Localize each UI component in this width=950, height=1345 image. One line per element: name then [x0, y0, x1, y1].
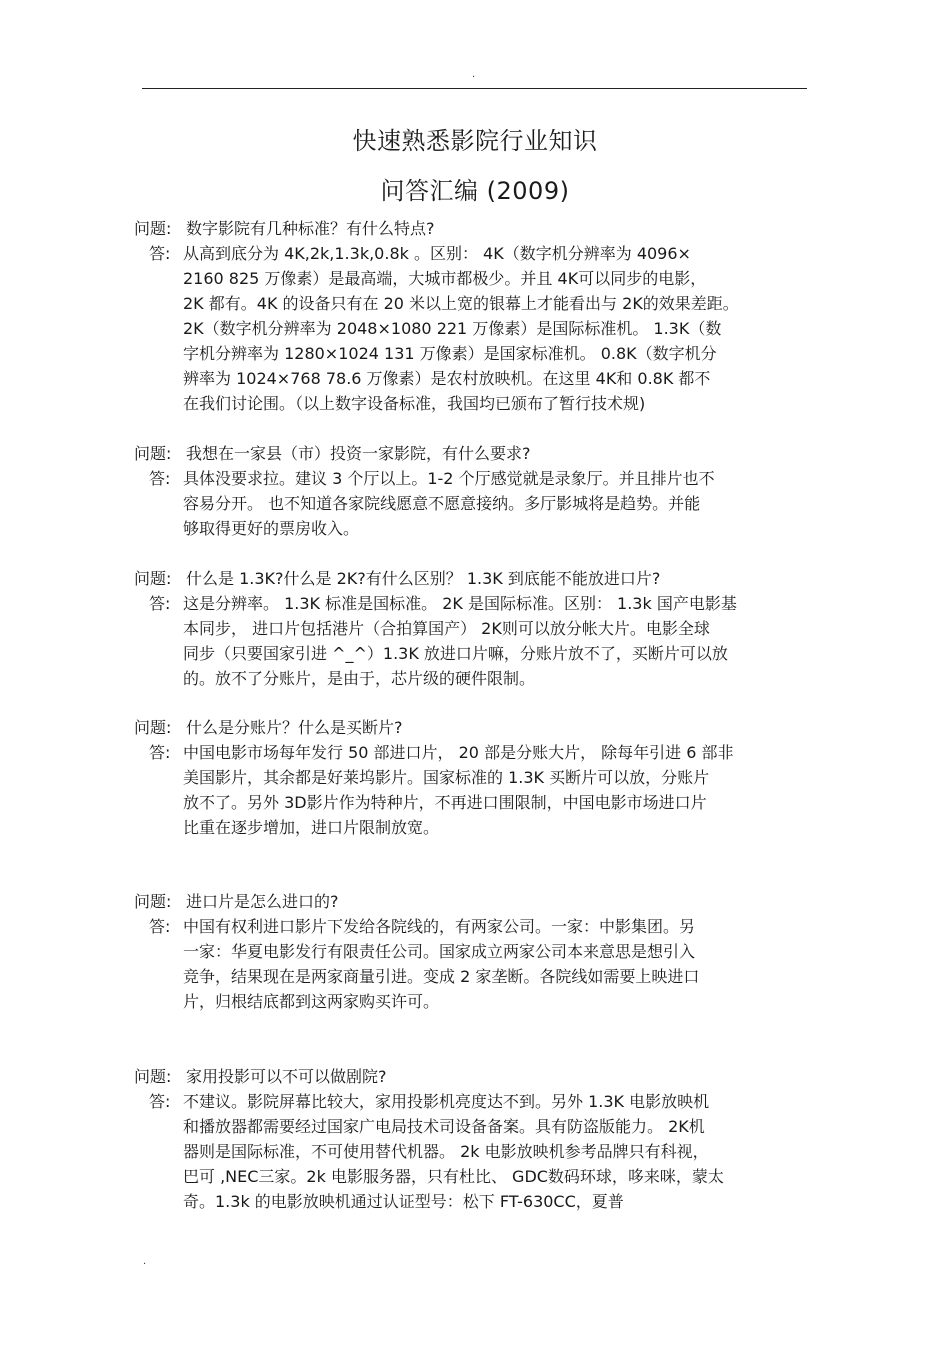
answer-line: 在我们讨论围。（以上数字设备标准，我国均已颁布了暂行技术规) [183, 394, 646, 413]
question-row [0, 715, 950, 740]
question-label: 问题: [134, 444, 172, 463]
question-label: 问题: [134, 892, 172, 911]
answer-label: 答: [149, 594, 171, 613]
question-row [0, 566, 950, 591]
question-text: 家用投影可以不可以做剧院? [186, 1067, 387, 1086]
answer-text [183, 591, 803, 691]
qa-block-import [0, 889, 950, 1011]
answer-line: 容易分开。 也不知道各家院线愿意不愿意接纳。多厅影城将是趋势。并能 [183, 494, 701, 513]
question-text: 什么是 1.3K?什么是 2K?有什么区别？ 1.3K 到底能不能放进口片? [186, 569, 661, 588]
answer-label: 答: [149, 917, 171, 936]
question-label: 问题: [134, 219, 172, 238]
answer-line: 从高到底分为 4K,2k,1.3k,0.8k 。区别： 4K（数字机分辨率为 4096× [183, 244, 691, 263]
answer-line: 竞争，结果现在是两家商量引进。变成 2 家垄断。各院线如需要上映进口 [183, 967, 700, 986]
document-title: 快速熟悉影院行业知识 [352, 127, 598, 155]
question-label: 问题: [134, 718, 172, 737]
answer-line: 巴可 ,NEC三家。2k 电影服务器，只有杜比、 GDC数码环球，哆来咪，蒙太 [183, 1167, 724, 1186]
answer-label: 答: [149, 743, 171, 762]
answer-line: 这是分辨率。 1.3K 标准是国标准。 2K 是国际标准。区别： 1.3k 国产电影基 [183, 594, 737, 613]
answer-line: 片，归根结底都到这两家购买许可。 [183, 992, 440, 1011]
question-text: 数字影院有几种标准？有什么特点? [186, 219, 435, 238]
question-text: 我想在一家县（市）投资一家影院，有什么要求? [186, 444, 531, 463]
question-row [0, 441, 950, 466]
header-dot: . [472, 69, 476, 80]
question-text: 什么是分账片？什么是买断片? [186, 718, 403, 737]
answer-line: 器则是国际标准，不可使用替代机器。 2k 电影放映机参考品牌只有科视， [183, 1142, 709, 1161]
answer-label: 答: [149, 244, 171, 263]
footer-dot: . [143, 1256, 147, 1267]
answer-line: 2K（数字机分辨率为 2048×1080 221 万像素）是国际标准机。 1.3K（数 [183, 319, 722, 338]
answer-text [183, 740, 803, 840]
qa-block-home-projector [0, 1064, 950, 1211]
answer-line: 具体没要求拉。建议 3 个厅以上。1-2 个厅感觉就是录象厅。并且排片也不 [183, 469, 715, 488]
header-rule [142, 88, 807, 89]
answer-line: 的。放不了分账片，是由于，芯片级的硬件限制。 [183, 669, 536, 688]
question-row [0, 889, 950, 914]
qa-block-standards [0, 216, 950, 413]
question-text: 进口片是怎么进口的? [186, 892, 339, 911]
answer-line: 同步（只要国家引进 ^_^）1.3K 放进口片嘛，分账片放不了，买断片可以放 [183, 644, 728, 663]
answer-line: 本同步， 进口片包括港片（合拍算国产） 2K则可以放分帐大片。电影全球 [183, 619, 710, 638]
answer-text [183, 241, 803, 416]
qa-block-resolution [0, 566, 950, 688]
answer-line: 够取得更好的票房收入。 [183, 519, 360, 538]
answer-text [183, 1089, 803, 1214]
answer-label: 答: [149, 469, 171, 488]
qa-block-county-cinema [0, 441, 950, 538]
answer-line: 辨率为 1024×768 78.6 万像素）是农村放映机。在这里 4K和 0.8K 都不 [183, 369, 711, 388]
question-row [0, 1064, 950, 1089]
question-label: 问题: [134, 569, 172, 588]
answer-text [183, 466, 803, 541]
answer-line: 2K 都有。4K 的设备只有在 20 米以上宽的银幕上才能看出与 2K的效果差距。 [183, 294, 739, 313]
answer-line: 美国影片，其余都是好莱坞影片。国家标准的 1.3K 买断片可以放，分账片 [183, 768, 710, 787]
answer-line: 和播放器都需要经过国家广电局技术司设备备案。具有防盗版能力。 2K机 [183, 1117, 705, 1136]
question-label: 问题: [134, 1067, 172, 1086]
document-subtitle: 问答汇编 (2009) [380, 177, 570, 205]
answer-line: 2160 825 万像素）是最高端，大城市都极少。并且 4K可以同步的电影， [183, 269, 707, 288]
answer-line: 字机分辨率为 1280×1024 131 万像素）是国家标准机。 0.8K（数字机分 [183, 344, 717, 363]
answer-line: 奇。1.3k 的电影放映机通过认证型号：松下 FT-630CC，夏普 [183, 1192, 624, 1211]
answer-line: 放不了。另外 3D影片作为特种片，不再进口围限制，中国电影市场进口片 [183, 793, 707, 812]
answer-line: 不建议。影院屏幕比较大，家用投影机亮度达不到。另外 1.3K 电影放映机 [183, 1092, 710, 1111]
answer-text [183, 914, 803, 1014]
question-row [0, 216, 950, 241]
answer-label: 答: [149, 1092, 171, 1111]
answer-line: 中国有权利进口影片下发给各院线的，有两家公司。一家：中影集团。另 [183, 917, 696, 936]
answer-line: 一家：华夏电影发行有限责任公司。国家成立两家公司本来意思是想引入 [183, 942, 696, 961]
answer-line: 比重在逐步增加，进口片限制放宽。 [183, 818, 440, 837]
answer-line: 中国电影市场每年发行 50 部进口片， 20 部是分账大片， 除每年引进 6 部非 [183, 743, 734, 762]
qa-block-revenue-share [0, 715, 950, 837]
